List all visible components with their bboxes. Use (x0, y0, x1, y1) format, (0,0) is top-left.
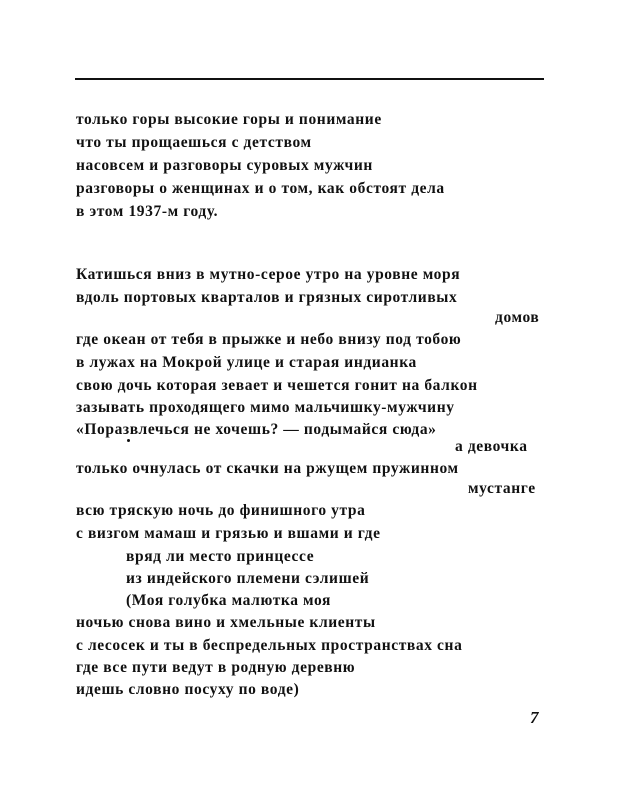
poem-line: «Поразвлечься не хочешь? — подымайся сюда» (76, 421, 437, 438)
poem-line-indented: а девочка (455, 438, 528, 455)
poem-line: где океан от тебя в прыжке и небо внизу под тобою (76, 331, 462, 348)
poem-line: с визгом мамаш и грязью и вшами и где (76, 525, 381, 542)
poem-line: идешь словно посуху по воде) (76, 681, 300, 698)
poem-line-indented: из индейского племени сэлишей (126, 570, 370, 587)
poem-line: зазывать проходящего мимо мальчишку-мужчину (76, 399, 455, 416)
poem-line: насовсем и разговоры суровых мужчин (76, 157, 373, 174)
poem-line: только очнулась от скачки на ржущем пружинном (76, 460, 459, 477)
poem-line: свою дочь которая зевает и чешется гонит на балкон (76, 377, 478, 394)
poem-line: с лесосек и ты в беспредельных пространствах сна (76, 637, 463, 654)
poem-line-runover: мустанге (468, 480, 536, 497)
poem-line: в этом 1937-м году. (76, 203, 219, 220)
poem-line: где все пути ведут в родную деревню (76, 659, 356, 676)
page-number: 7 (530, 708, 539, 727)
header-rule (75, 78, 544, 80)
poem-line: всю тряскую ночь до финишного утра (76, 502, 366, 519)
poem-line: Катишься вниз в мутно-серое утро на уровне моря (76, 266, 461, 283)
stray-mark (127, 439, 130, 442)
poem-line: только горы высокие горы и понимание (76, 111, 382, 128)
poem-line: вдоль портовых кварталов и грязных сиротливых (76, 289, 458, 306)
poem-line: ночью снова вино и хмельные клиенты (76, 614, 376, 631)
poem-line-runover: домов (495, 309, 540, 326)
poem-line-indented: (Моя голубка малютка моя (126, 592, 332, 609)
poem-line-indented: вряд ли место принцессе (126, 548, 315, 565)
poem-line: что ты прощаешься с детством (76, 134, 312, 151)
poem-line: в лужах на Мокрой улице и старая индианка (76, 354, 417, 371)
poem-line: разговоры о женщинах и о том, как обстоят дела (76, 180, 445, 197)
